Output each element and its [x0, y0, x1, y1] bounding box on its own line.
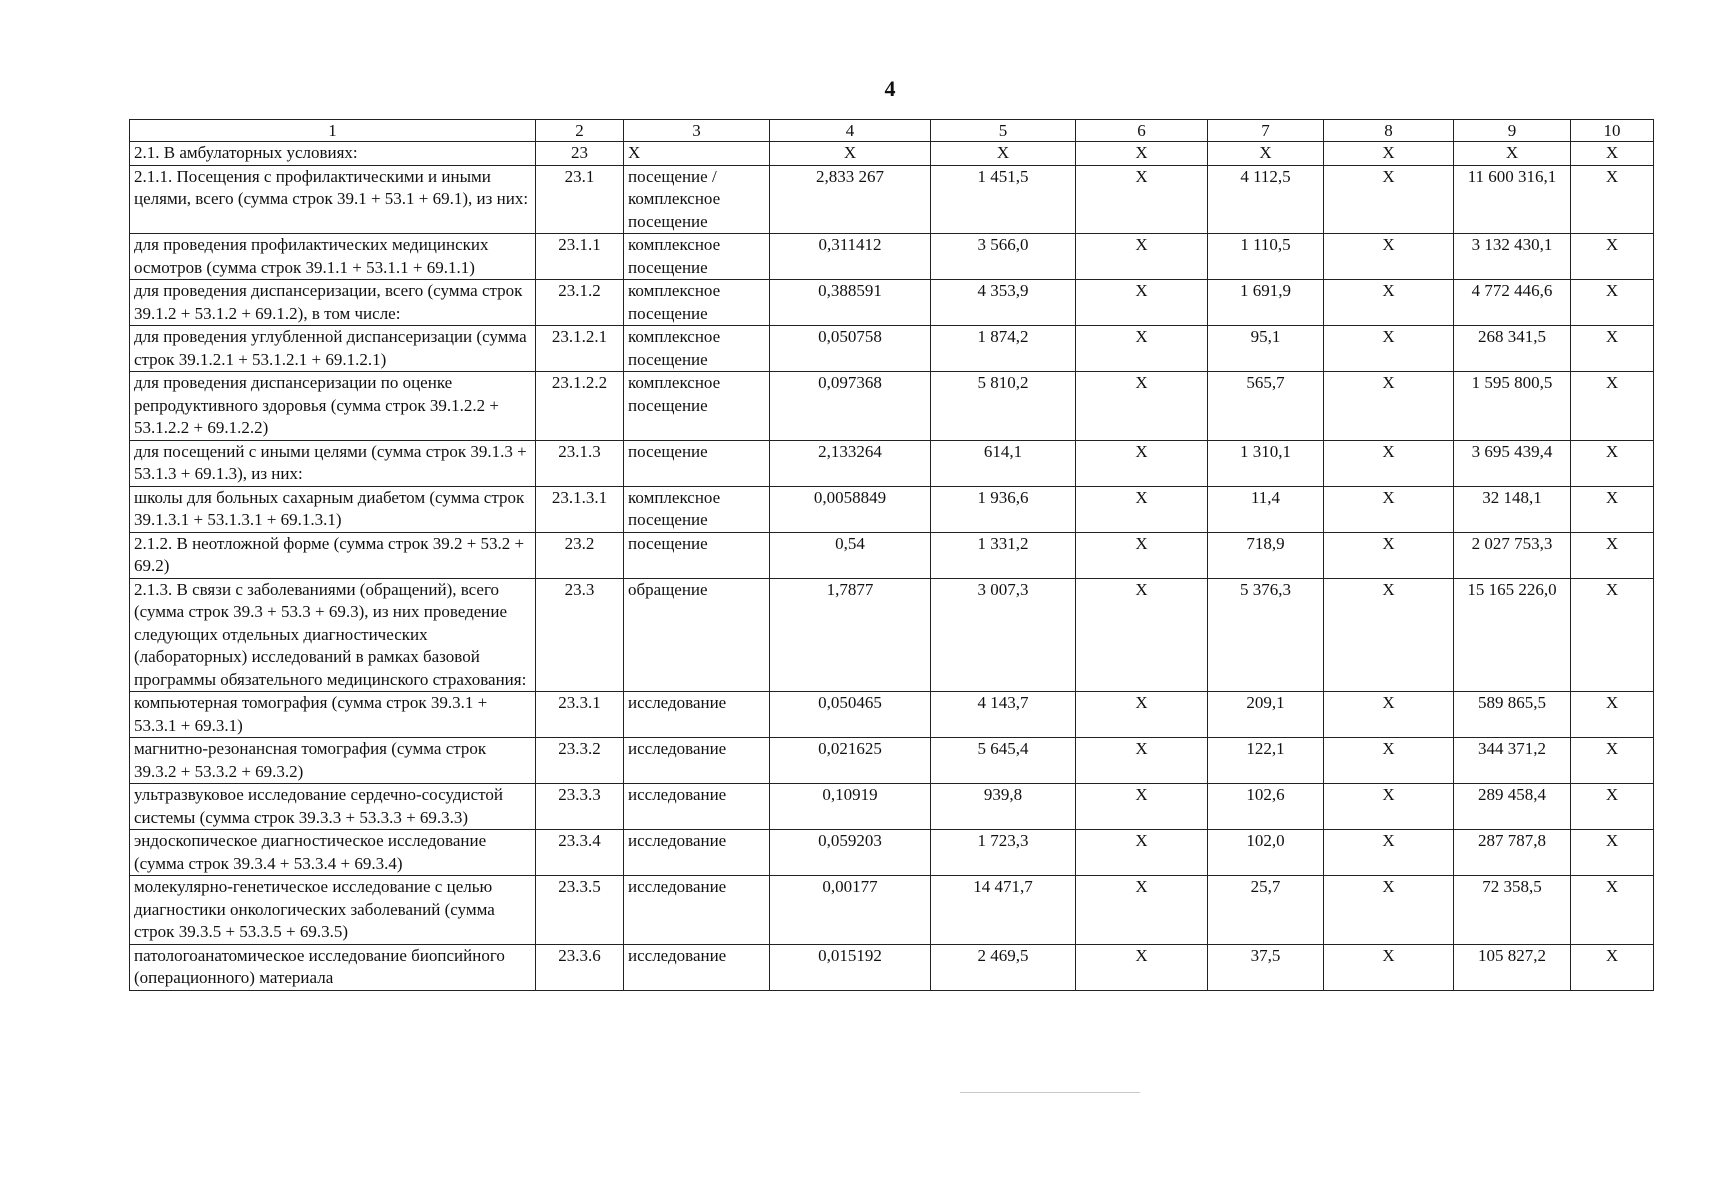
cost-value: 5 810,2	[931, 372, 1076, 441]
cost-value: 939,8	[931, 784, 1076, 830]
col-10-value: X	[1571, 486, 1654, 532]
cost-value: 1 874,2	[931, 326, 1076, 372]
col-6-value: X	[1076, 440, 1208, 486]
col-8-value: X	[1324, 280, 1454, 326]
volume-value: 0,015192	[770, 944, 931, 990]
table-row	[130, 784, 1654, 830]
table-row	[130, 578, 1654, 692]
page-number: 4	[884, 76, 896, 101]
total-cost-value: 11 600 316,1	[1454, 165, 1571, 234]
unit-of-measure: комплексное посещение	[624, 486, 770, 532]
total-cost-value: 3 132 430,1	[1454, 234, 1571, 280]
col-6-value: X	[1076, 234, 1208, 280]
col-6-value: X	[1076, 280, 1208, 326]
unit-of-measure: комплексное посещение	[624, 326, 770, 372]
row-code: 23.3	[536, 578, 624, 692]
cost-value: 4 353,9	[931, 280, 1076, 326]
column-header: 6	[1076, 120, 1208, 142]
col-10-value: X	[1571, 830, 1654, 876]
per-capita-value: 1 691,9	[1208, 280, 1324, 326]
per-capita-value: 5 376,3	[1208, 578, 1324, 692]
cost-value: 3 007,3	[931, 578, 1076, 692]
table-row	[130, 876, 1654, 945]
row-code: 23.1.2.2	[536, 372, 624, 441]
volume-value: 0,54	[770, 532, 931, 578]
total-cost-value: 15 165 226,0	[1454, 578, 1571, 692]
col-8-value: X	[1324, 165, 1454, 234]
per-capita-value: 1 110,5	[1208, 234, 1324, 280]
volume-value: 0,0058849	[770, 486, 931, 532]
per-capita-value: X	[1208, 142, 1324, 166]
row-code: 23.1.2.1	[536, 326, 624, 372]
col-8-value: X	[1324, 532, 1454, 578]
unit-of-measure: комплексное посещение	[624, 234, 770, 280]
col-6-value: X	[1076, 830, 1208, 876]
col-8-value: X	[1324, 440, 1454, 486]
cost-value: 3 566,0	[931, 234, 1076, 280]
volume-value: 0,388591	[770, 280, 931, 326]
row-code: 23.1.3.1	[536, 486, 624, 532]
row-code: 23.3.1	[536, 692, 624, 738]
col-6-value: X	[1076, 738, 1208, 784]
col-10-value: X	[1571, 876, 1654, 945]
row-code: 23.1	[536, 165, 624, 234]
col-8-value: X	[1324, 784, 1454, 830]
col-10-value: X	[1571, 440, 1654, 486]
col-6-value: X	[1076, 532, 1208, 578]
col-10-value: X	[1571, 532, 1654, 578]
cost-value: 1 723,3	[931, 830, 1076, 876]
unit-of-measure: исследование	[624, 876, 770, 945]
row-description: молекулярно-генетическое исследование с целью диагностики онкологических заболеваний (сумма строк 39.3.5 + 53.3.5 + 69.3.5)	[130, 876, 536, 945]
table-body	[130, 142, 1654, 991]
data-table	[129, 119, 1654, 991]
total-cost-value: 32 148,1	[1454, 486, 1571, 532]
per-capita-value: 25,7	[1208, 876, 1324, 945]
col-6-value: X	[1076, 326, 1208, 372]
volume-value: 0,050758	[770, 326, 931, 372]
col-6-value: X	[1076, 944, 1208, 990]
row-description: патологоанатомическое исследование биопсийного (операционного) материала	[130, 944, 536, 990]
col-6-value: X	[1076, 486, 1208, 532]
column-header: 2	[536, 120, 624, 142]
col-6-value: X	[1076, 578, 1208, 692]
table-row	[130, 486, 1654, 532]
unit-of-measure: X	[624, 142, 770, 166]
table-row	[130, 234, 1654, 280]
total-cost-value: 1 595 800,5	[1454, 372, 1571, 441]
total-cost-value: 3 695 439,4	[1454, 440, 1571, 486]
unit-of-measure: исследование	[624, 692, 770, 738]
per-capita-value: 122,1	[1208, 738, 1324, 784]
per-capita-value: 95,1	[1208, 326, 1324, 372]
volume-value: 0,021625	[770, 738, 931, 784]
row-code: 23.1.2	[536, 280, 624, 326]
row-description: 2.1.1. Посещения с профилактическими и иными целями, всего (сумма строк 39.1 + 53.1 + 69.1), из них:	[130, 165, 536, 234]
unit-of-measure: посещение	[624, 440, 770, 486]
unit-of-measure: посещение	[624, 532, 770, 578]
row-description: для проведения диспансеризации, всего (сумма строк 39.1.2 + 53.1.2 + 69.1.2), в том числе:	[130, 280, 536, 326]
col-8-value: X	[1324, 372, 1454, 441]
volume-value: 0,059203	[770, 830, 931, 876]
volume-value: X	[770, 142, 931, 166]
col-10-value: X	[1571, 280, 1654, 326]
row-code: 23	[536, 142, 624, 166]
col-6-value: X	[1076, 692, 1208, 738]
col-8-value: X	[1324, 142, 1454, 166]
volume-value: 1,7877	[770, 578, 931, 692]
total-cost-value: 289 458,4	[1454, 784, 1571, 830]
volume-value: 0,097368	[770, 372, 931, 441]
column-header: 7	[1208, 120, 1324, 142]
per-capita-value: 565,7	[1208, 372, 1324, 441]
table-row	[130, 532, 1654, 578]
col-8-value: X	[1324, 326, 1454, 372]
cost-value: 4 143,7	[931, 692, 1076, 738]
table-row	[130, 372, 1654, 441]
row-description: 2.1.2. В неотложной форме (сумма строк 39.2 + 53.2 + 69.2)	[130, 532, 536, 578]
unit-of-measure: обращение	[624, 578, 770, 692]
unit-of-measure: комплексное посещение	[624, 280, 770, 326]
row-description: магнитно-резонансная томография (сумма строк 39.3.2 + 53.3.2 + 69.3.2)	[130, 738, 536, 784]
row-code: 23.2	[536, 532, 624, 578]
per-capita-value: 102,0	[1208, 830, 1324, 876]
col-10-value: X	[1571, 692, 1654, 738]
col-8-value: X	[1324, 234, 1454, 280]
col-10-value: X	[1571, 372, 1654, 441]
unit-of-measure: исследование	[624, 830, 770, 876]
per-capita-value: 209,1	[1208, 692, 1324, 738]
row-code: 23.1.3	[536, 440, 624, 486]
column-header: 5	[931, 120, 1076, 142]
cost-value: 5 645,4	[931, 738, 1076, 784]
cost-value: 2 469,5	[931, 944, 1076, 990]
table-row	[130, 738, 1654, 784]
col-8-value: X	[1324, 944, 1454, 990]
row-description: для проведения профилактических медицинских осмотров (сумма строк 39.1.1 + 53.1.1 + 69.1.1)	[130, 234, 536, 280]
column-header: 3	[624, 120, 770, 142]
table-row	[130, 692, 1654, 738]
column-number-row	[130, 120, 1654, 142]
table-row	[130, 326, 1654, 372]
cost-value: 614,1	[931, 440, 1076, 486]
row-code: 23.3.3	[536, 784, 624, 830]
cost-value: X	[931, 142, 1076, 166]
col-10-value: X	[1571, 165, 1654, 234]
col-8-value: X	[1324, 692, 1454, 738]
unit-of-measure: посещение / комплексное посещение	[624, 165, 770, 234]
row-description: компьютерная томография (сумма строк 39.3.1 + 53.3.1 + 69.3.1)	[130, 692, 536, 738]
column-header: 8	[1324, 120, 1454, 142]
row-code: 23.1.1	[536, 234, 624, 280]
column-header: 10	[1571, 120, 1654, 142]
total-cost-value: X	[1454, 142, 1571, 166]
volume-value: 0,10919	[770, 784, 931, 830]
col-10-value: X	[1571, 234, 1654, 280]
column-header: 9	[1454, 120, 1571, 142]
row-description: для посещений с иными целями (сумма строк 39.1.3 + 53.1.3 + 69.1.3), из них:	[130, 440, 536, 486]
row-description: ультразвуковое исследование сердечно-сосудистой системы (сумма строк 39.3.3 + 53.3.3 + 69.3.3)	[130, 784, 536, 830]
col-10-value: X	[1571, 326, 1654, 372]
table-row	[130, 142, 1654, 166]
total-cost-value: 589 865,5	[1454, 692, 1571, 738]
row-description: для проведения диспансеризации по оценке репродуктивного здоровья (сумма строк 39.1.2.2 + 53.1.2.2 + 69.1.2.2)	[130, 372, 536, 441]
col-6-value: X	[1076, 142, 1208, 166]
row-description: для проведения углубленной диспансеризации (сумма строк 39.1.2.1 + 53.1.2.1 + 69.1.2.1)	[130, 326, 536, 372]
cost-value: 1 451,5	[931, 165, 1076, 234]
total-cost-value: 268 341,5	[1454, 326, 1571, 372]
unit-of-measure: исследование	[624, 944, 770, 990]
table-row	[130, 280, 1654, 326]
unit-of-measure: комплексное посещение	[624, 372, 770, 441]
per-capita-value: 11,4	[1208, 486, 1324, 532]
total-cost-value: 2 027 753,3	[1454, 532, 1571, 578]
col-10-value: X	[1571, 944, 1654, 990]
unit-of-measure: исследование	[624, 784, 770, 830]
row-code: 23.3.2	[536, 738, 624, 784]
col-8-value: X	[1324, 830, 1454, 876]
col-8-value: X	[1324, 738, 1454, 784]
table-row	[130, 440, 1654, 486]
table-row	[130, 165, 1654, 234]
col-10-value: X	[1571, 142, 1654, 166]
col-8-value: X	[1324, 876, 1454, 945]
row-description: эндоскопическое диагностическое исследование (сумма строк 39.3.4 + 53.3.4 + 69.3.4)	[130, 830, 536, 876]
column-header: 1	[130, 120, 536, 142]
col-6-value: X	[1076, 784, 1208, 830]
col-6-value: X	[1076, 165, 1208, 234]
per-capita-value: 37,5	[1208, 944, 1324, 990]
table-row	[130, 944, 1654, 990]
volume-value: 0,00177	[770, 876, 931, 945]
per-capita-value: 1 310,1	[1208, 440, 1324, 486]
total-cost-value: 4 772 446,6	[1454, 280, 1571, 326]
row-code: 23.3.6	[536, 944, 624, 990]
row-description: школы для больных сахарным диабетом (сумма строк 39.1.3.1 + 53.1.3.1 + 69.1.3.1)	[130, 486, 536, 532]
total-cost-value: 287 787,8	[1454, 830, 1571, 876]
col-10-value: X	[1571, 738, 1654, 784]
total-cost-value: 344 371,2	[1454, 738, 1571, 784]
per-capita-value: 4 112,5	[1208, 165, 1324, 234]
per-capita-value: 718,9	[1208, 532, 1324, 578]
cost-value: 1 331,2	[931, 532, 1076, 578]
row-description: 2.1.3. В связи с заболеваниями (обращений), всего (сумма строк 39.3 + 53.3 + 69.3), из них проведение следующих отдельных диагностических (лабораторных) исследований в рамках базовой программы обязательного медицинского страхования:	[130, 578, 536, 692]
row-description: 2.1. В амбулаторных условиях:	[130, 142, 536, 166]
cost-value: 14 471,7	[931, 876, 1076, 945]
volume-value: 2,133264	[770, 440, 931, 486]
total-cost-value: 105 827,2	[1454, 944, 1571, 990]
col-6-value: X	[1076, 876, 1208, 945]
volume-value: 0,050465	[770, 692, 931, 738]
cost-value: 1 936,6	[931, 486, 1076, 532]
unit-of-measure: исследование	[624, 738, 770, 784]
col-8-value: X	[1324, 486, 1454, 532]
total-cost-value: 72 358,5	[1454, 876, 1571, 945]
column-header: 4	[770, 120, 931, 142]
col-6-value: X	[1076, 372, 1208, 441]
scan-artifact	[960, 1092, 1140, 1093]
row-code: 23.3.4	[536, 830, 624, 876]
volume-value: 0,311412	[770, 234, 931, 280]
col-10-value: X	[1571, 784, 1654, 830]
per-capita-value: 102,6	[1208, 784, 1324, 830]
table-row	[130, 830, 1654, 876]
volume-value: 2,833 267	[770, 165, 931, 234]
row-code: 23.3.5	[536, 876, 624, 945]
col-10-value: X	[1571, 578, 1654, 692]
col-8-value: X	[1324, 578, 1454, 692]
